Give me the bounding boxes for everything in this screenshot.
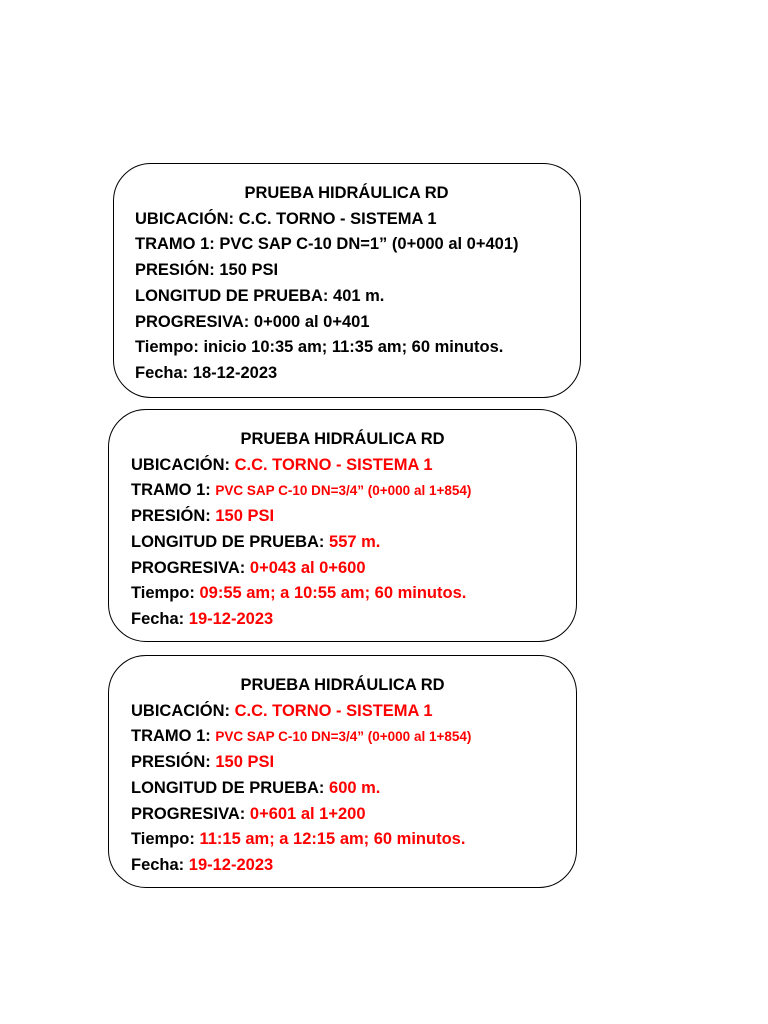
progresiva-value: 0+601 al 1+200: [249, 804, 366, 823]
fecha-label: Fecha:: [131, 855, 185, 874]
ubicacion-line: [135, 207, 580, 233]
tramo-value: PVC SAP C-10 DN=3/4” (0+000 al 1+854): [215, 729, 472, 745]
tiempo-value: 11:15 am; a 12:15 am; 60 minutos.: [199, 830, 466, 849]
fecha-line: [131, 853, 576, 879]
ubicacion-value: C.C. TORNO - SISTEMA 1: [234, 455, 433, 474]
longitud-label: LONGITUD DE PRUEBA:: [131, 532, 325, 551]
ubicacion-label: UBICACIÓN:: [131, 455, 230, 474]
longitud-line: [131, 530, 576, 556]
tiempo-value: 09:55 am; a 10:55 am; 60 minutos.: [199, 584, 467, 603]
tramo-value: PVC SAP C-10 DN=1” (0+000 al 0+401): [219, 235, 519, 254]
longitud-line: [135, 284, 580, 310]
test-label-card-3: [108, 655, 577, 888]
tiempo-line: [131, 827, 576, 853]
presion-line: [131, 750, 576, 776]
presion-label: PRESIÓN:: [135, 261, 215, 280]
presion-value: 150 PSI: [215, 507, 275, 526]
fecha-value: 19-12-2023: [188, 855, 274, 874]
longitud-value: 557 m.: [329, 532, 381, 551]
tramo-line: [131, 478, 576, 504]
ubicacion-label: UBICACIÓN:: [135, 209, 234, 228]
tiempo-label: Tiempo:: [135, 338, 199, 357]
presion-value: 150 PSI: [219, 261, 279, 280]
test-label-card-2: [108, 409, 577, 642]
tramo-label: TRAMO 1:: [135, 235, 215, 254]
progresiva-value: 0+043 al 0+600: [249, 558, 366, 577]
ubicacion-line: [131, 453, 576, 479]
ubicacion-label: UBICACIÓN:: [131, 701, 230, 720]
fecha-value: 19-12-2023: [188, 609, 274, 628]
card-title: PRUEBA HIDRÁULICA RD: [240, 676, 445, 694]
fecha-label: Fecha:: [135, 363, 189, 382]
progresiva-label: PROGRESIVA:: [131, 804, 246, 823]
tiempo-line: [135, 335, 580, 361]
ubicacion-line: [131, 699, 576, 725]
longitud-label: LONGITUD DE PRUEBA:: [135, 286, 329, 305]
presion-label: PRESIÓN:: [131, 753, 211, 772]
tramo-line: [135, 232, 580, 258]
fecha-line: [135, 361, 580, 387]
tiempo-label: Tiempo:: [131, 584, 195, 603]
longitud-value: 401 m.: [333, 286, 385, 305]
fecha-line: [131, 607, 576, 633]
tramo-label: TRAMO 1:: [131, 727, 211, 746]
progresiva-line: [131, 802, 576, 828]
progresiva-line: [131, 556, 576, 582]
longitud-value: 600 m.: [329, 778, 381, 797]
test-label-card-1: [113, 163, 581, 398]
tiempo-value: inicio 10:35 am; 11:35 am; 60 minutos.: [203, 338, 504, 357]
presion-line: [135, 258, 580, 284]
ubicacion-value: C.C. TORNO - SISTEMA 1: [234, 701, 433, 720]
progresiva-label: PROGRESIVA:: [131, 558, 246, 577]
ubicacion-value: C.C. TORNO - SISTEMA 1: [238, 209, 437, 228]
progresiva-value: 0+000 al 0+401: [253, 312, 370, 331]
tiempo-line: [131, 581, 576, 607]
tramo-value: PVC SAP C-10 DN=3/4” (0+000 al 1+854): [215, 483, 472, 499]
fecha-label: Fecha:: [131, 609, 185, 628]
tramo-line: [131, 724, 576, 750]
tramo-label: TRAMO 1:: [131, 481, 211, 500]
presion-value: 150 PSI: [215, 753, 275, 772]
presion-label: PRESIÓN:: [131, 507, 211, 526]
fecha-value: 18-12-2023: [192, 363, 278, 382]
presion-line: [131, 504, 576, 530]
card-title: PRUEBA HIDRÁULICA RD: [240, 430, 445, 448]
progresiva-label: PROGRESIVA:: [135, 312, 250, 331]
longitud-line: [131, 776, 576, 802]
tiempo-label: Tiempo:: [131, 830, 195, 849]
progresiva-line: [135, 310, 580, 336]
longitud-label: LONGITUD DE PRUEBA:: [131, 778, 325, 797]
card-title: PRUEBA HIDRÁULICA RD: [244, 184, 449, 202]
